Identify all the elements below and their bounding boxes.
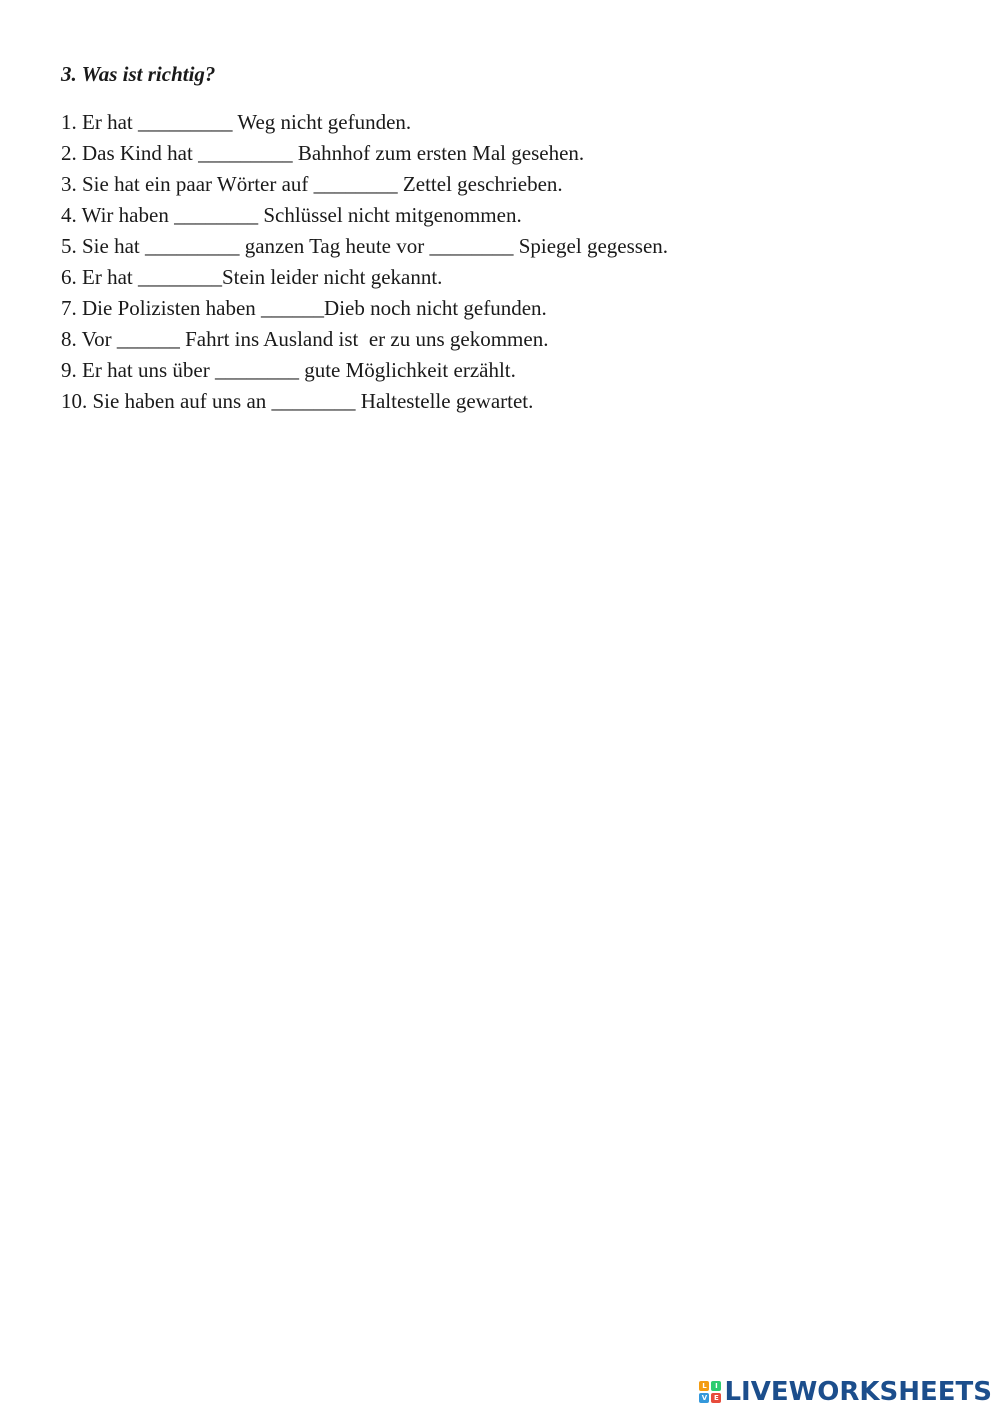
logo-mark-tile-i: I (711, 1381, 721, 1391)
logo-mark-tile-e: E (711, 1393, 721, 1403)
logo-text: LIVEWORKSHEETS (724, 1377, 992, 1407)
exercise-item-10: 10. Sie haben auf uns an ________ Haltestelle gewartet. (61, 389, 534, 413)
liveworksheets-logo[interactable] (699, 1375, 992, 1409)
logo-mark-tile-l: L (699, 1381, 709, 1391)
exercise-item-3: 3. Sie hat ein paar Wörter auf ________ Zettel geschrieben. (61, 172, 563, 196)
exercise-item-7: 7. Die Polizisten haben ______Dieb noch nicht gefunden. (61, 296, 547, 320)
exercise-item-1: 1. Er hat _________ Weg nicht gefunden. (61, 110, 412, 134)
exercise-item-8: 8. Vor ______ Fahrt ins Ausland ist er zu uns gekommen. (61, 327, 549, 351)
exercise-title: 3. Was ist richtig? (61, 62, 216, 86)
exercise-item-5: 5. Sie hat _________ ganzen Tag heute vor ________ Spiegel gegessen. (61, 234, 669, 258)
logo-mark-icon (699, 1381, 721, 1403)
exercise-item-6: 6. Er hat ________Stein leider nicht gekannt. (61, 265, 443, 289)
exercise-item-4: 4. Wir haben ________ Schlüssel nicht mitgenommen. (61, 203, 522, 227)
logo-mark-tile-v: V (699, 1393, 709, 1403)
exercise-item-2: 2. Das Kind hat _________ Bahnhof zum ersten Mal gesehen. (61, 141, 585, 165)
exercise-list (61, 107, 668, 417)
exercise-item-9: 9. Er hat uns über ________ gute Möglichkeit erzählt. (61, 358, 516, 382)
